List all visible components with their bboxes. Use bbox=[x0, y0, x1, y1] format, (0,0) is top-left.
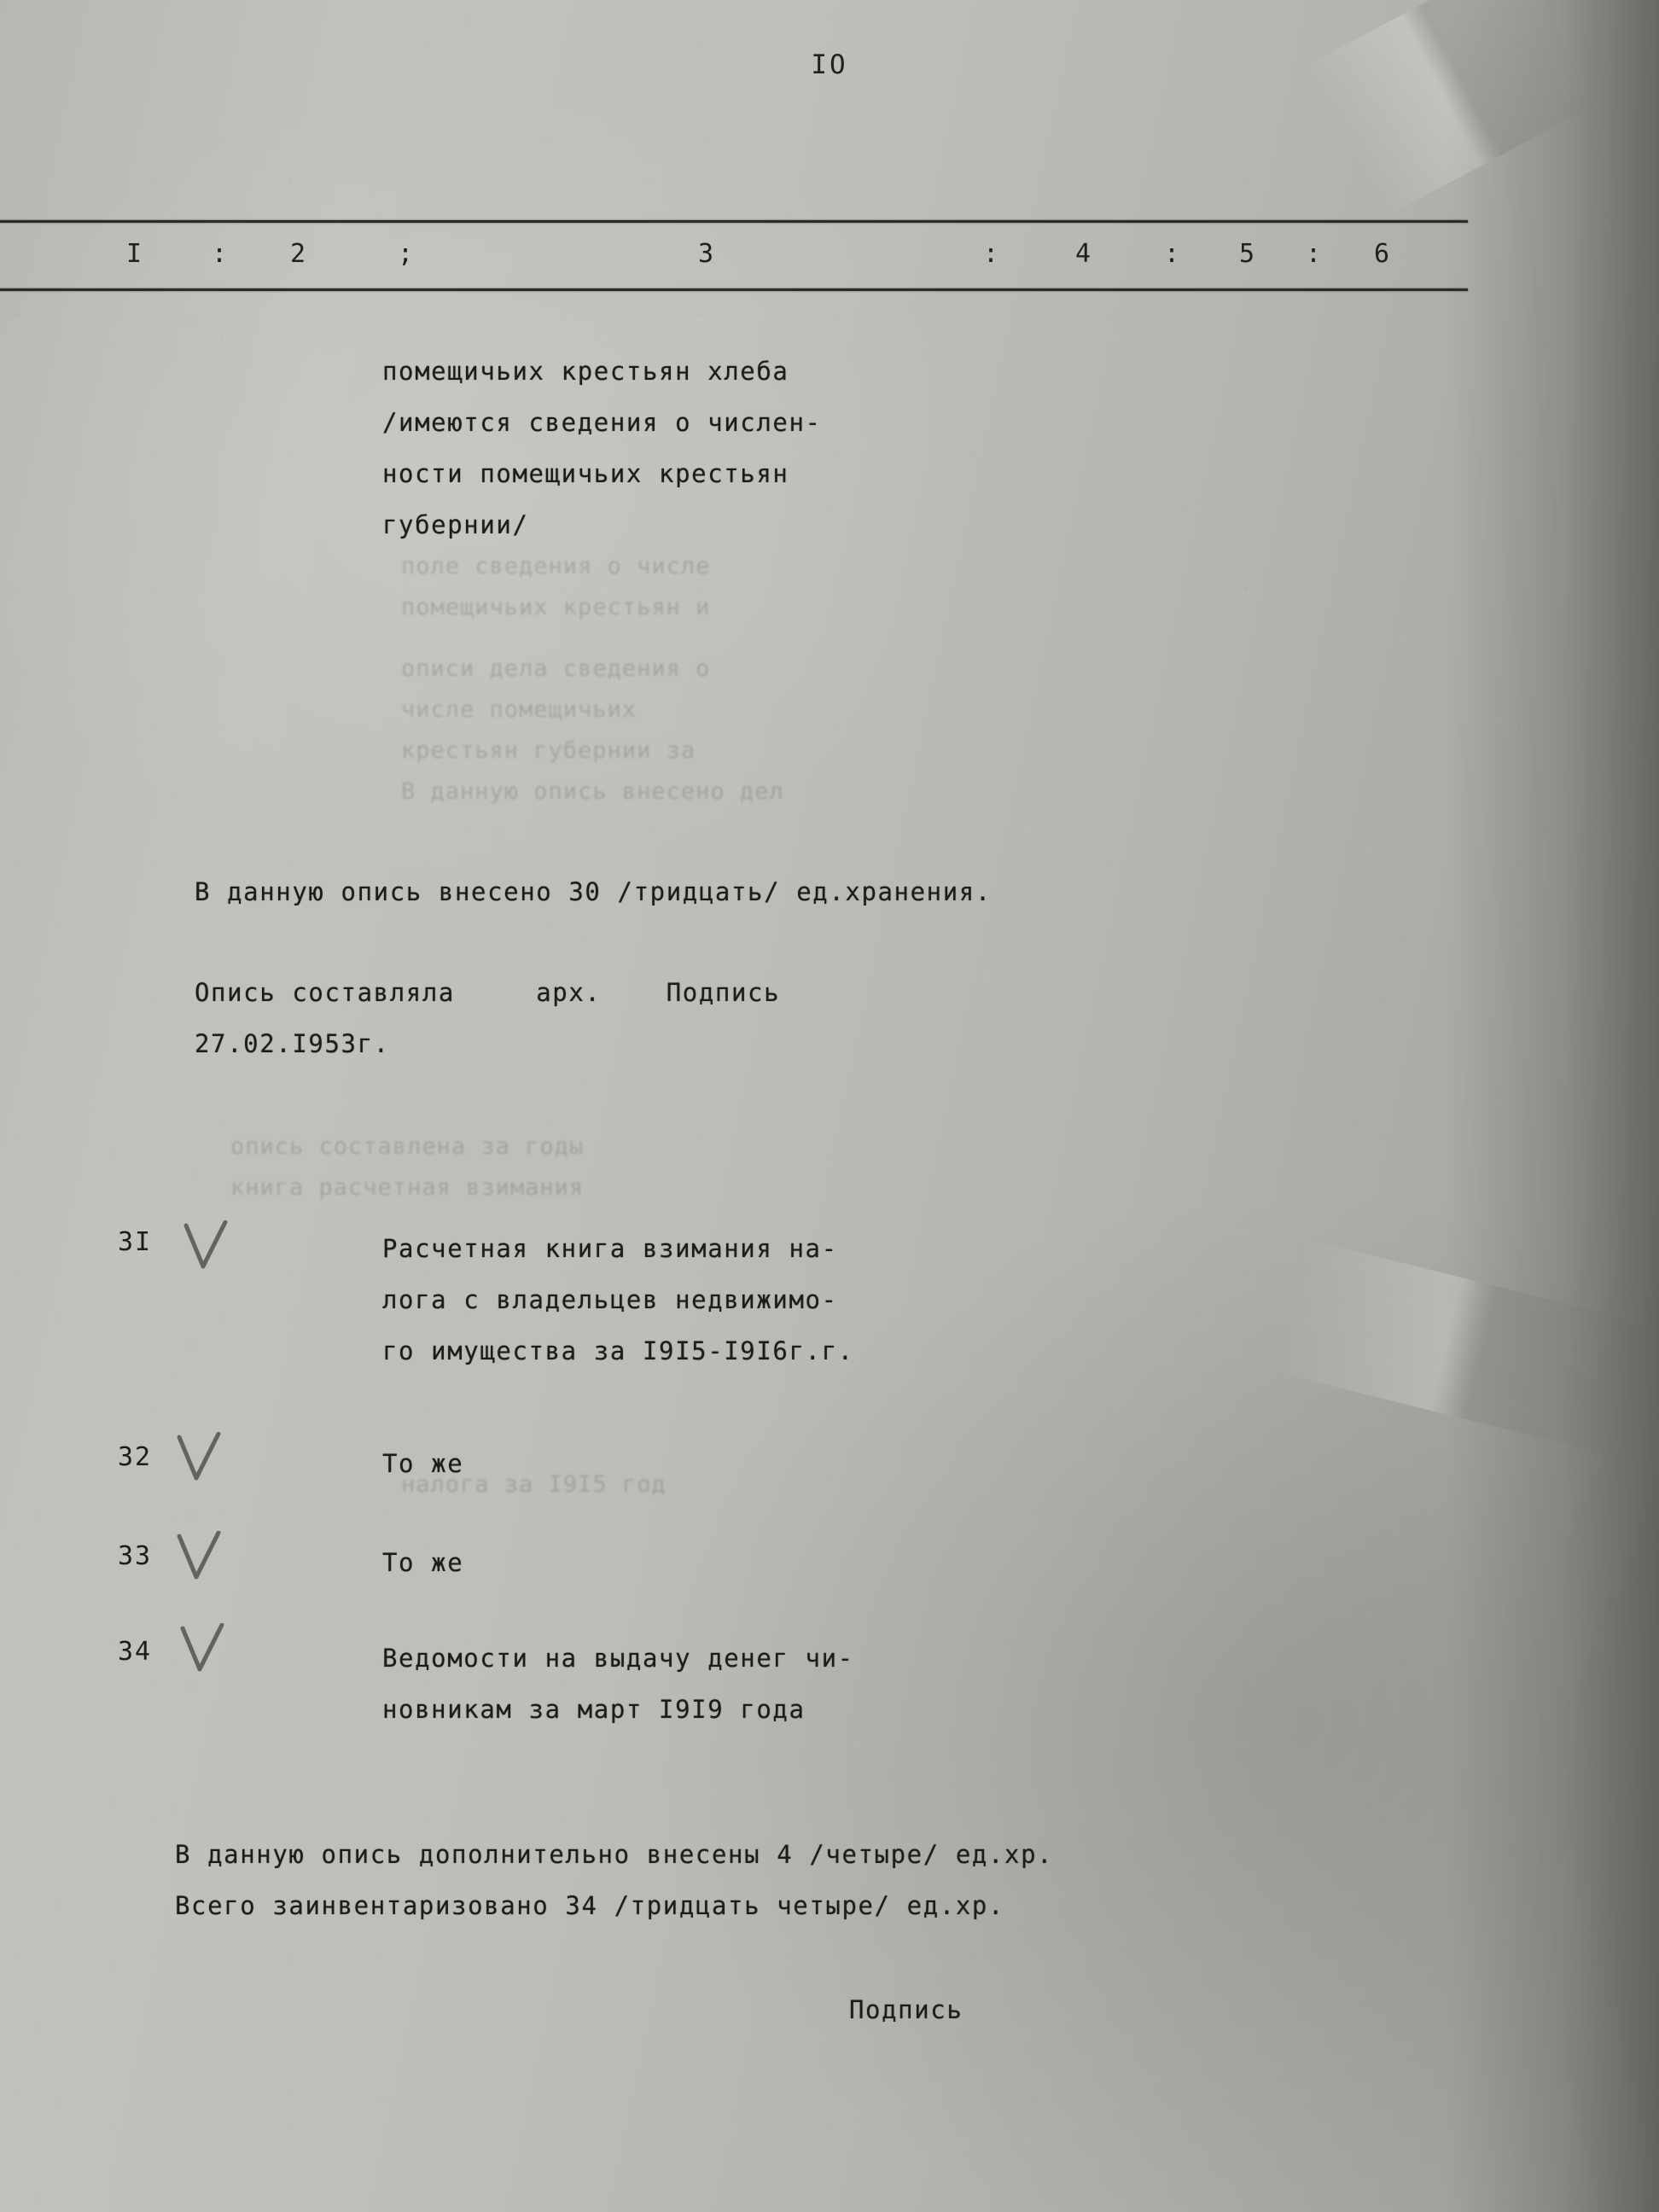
checkmark-icon bbox=[174, 1623, 227, 1678]
signature-label: Подпись bbox=[849, 1995, 963, 2024]
bleed-through-line-1: поле сведения о числе bbox=[401, 553, 711, 579]
entry-text-line: Расчетная книга взимания на- bbox=[382, 1234, 838, 1263]
checkmark-icon bbox=[178, 1220, 230, 1275]
entry-text-line: То же bbox=[382, 1449, 464, 1478]
folio-number: IO bbox=[811, 49, 848, 80]
entry-text-line: новникам за март I9I9 года bbox=[382, 1695, 806, 1724]
entry-text-line: Ведомости на выдачу денег чи- bbox=[382, 1644, 854, 1673]
summary-second-line-2: Всего заинвентаризовано 34 /тридцать четыре/ ед.хр. bbox=[175, 1891, 1005, 1920]
bleed-through-line-8: книга расчетная взимания bbox=[230, 1174, 585, 1201]
column-number-3: 3 bbox=[698, 239, 716, 269]
bleed-through-line-7: опись составлена за годы bbox=[230, 1133, 585, 1160]
summary-first-line-2: Опись составляла арх. Подпись bbox=[195, 978, 781, 1007]
column-number-2: 2 bbox=[290, 239, 308, 269]
column-separator-2: ; bbox=[398, 239, 416, 269]
column-number-1: I bbox=[126, 239, 144, 269]
continued-entry-line-2: /имеются сведения о числен- bbox=[382, 408, 822, 437]
entry-number: 3I bbox=[118, 1227, 153, 1257]
paper-crease-lower-right bbox=[1269, 1237, 1658, 1458]
checkmark-icon bbox=[171, 1432, 224, 1487]
table-rule-top bbox=[0, 220, 1468, 223]
bleed-through-line-9: налога за I9I5 год bbox=[401, 1471, 667, 1498]
column-number-4: 4 bbox=[1075, 239, 1093, 269]
bleed-through-line-6: В данную опись внесено дел bbox=[401, 778, 784, 805]
summary-first-line-3: 27.02.I953г. bbox=[195, 1029, 390, 1058]
column-separator-1: : bbox=[212, 239, 230, 269]
column-separator-3: : bbox=[983, 239, 1001, 269]
bleed-through-line-4: числе помещичьих bbox=[401, 696, 637, 723]
bleed-through-line-5: крестьян губернии за bbox=[401, 737, 696, 764]
bleed-through-line-3: описи дела сведения о bbox=[401, 655, 711, 682]
checkmark-icon bbox=[171, 1531, 224, 1586]
continued-entry-line-3: ности помещичьих крестьян bbox=[382, 459, 789, 488]
entry-text-line: го имущества за I9I5-I9I6г.г. bbox=[382, 1336, 854, 1365]
entry-text-line: лога с владельцев недвижимо- bbox=[382, 1285, 838, 1314]
summary-second-line-1: В данную опись дополнительно внесены 4 /четыре/ ед.хр. bbox=[175, 1840, 1054, 1869]
entry-number: 34 bbox=[118, 1637, 153, 1667]
paper-crease-top-right bbox=[1305, 0, 1596, 217]
continued-entry-line-4: губернии/ bbox=[382, 510, 529, 539]
column-separator-5: : bbox=[1306, 239, 1324, 269]
column-number-6: 6 bbox=[1374, 239, 1392, 269]
bleed-through-line-2: помещичьих крестьян и bbox=[401, 594, 711, 620]
continued-entry-line-1: помещичьих крестьян хлеба bbox=[382, 357, 789, 386]
table-rule-bottom bbox=[0, 288, 1468, 291]
column-number-row bbox=[0, 224, 1476, 287]
entry-number: 33 bbox=[118, 1541, 153, 1571]
entry-text-line: То же bbox=[382, 1548, 464, 1577]
column-separator-4: : bbox=[1164, 239, 1182, 269]
column-number-5: 5 bbox=[1239, 239, 1257, 269]
summary-first-line-1: В данную опись внесено 30 /тридцать/ ед.хранения. bbox=[195, 877, 992, 906]
entry-number: 32 bbox=[118, 1442, 153, 1472]
